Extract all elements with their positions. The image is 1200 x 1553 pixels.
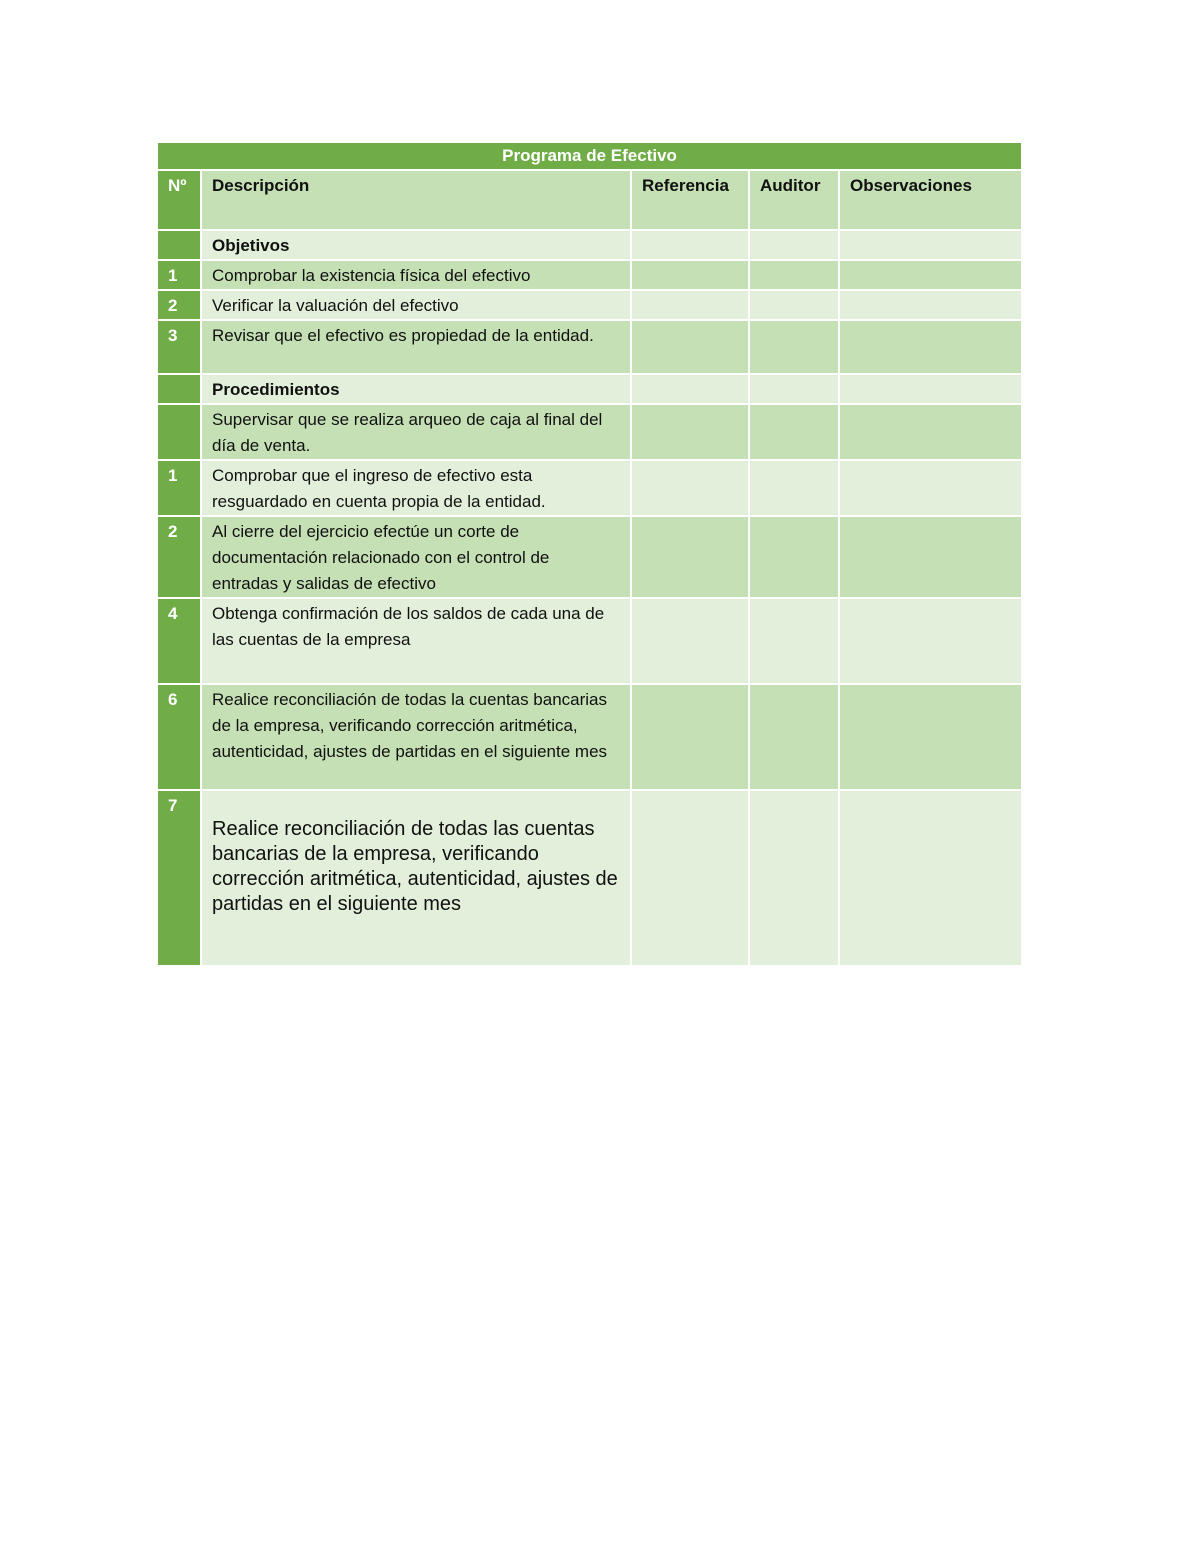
row-auditor	[749, 374, 839, 404]
row-desc: Al cierre del ejercicio efectúe un corte de documentación relacionado con el control de entradas y salidas de efectivo	[201, 516, 631, 598]
row-referencia	[631, 290, 749, 320]
header-referencia: Referencia	[631, 170, 749, 230]
row-observaciones	[839, 598, 1022, 684]
row-desc: Supervisar que se realiza arqueo de caja al final del día de venta.	[201, 404, 631, 460]
row-auditor	[749, 598, 839, 684]
row-num: 6	[157, 684, 201, 790]
row-referencia	[631, 320, 749, 374]
row-referencia	[631, 598, 749, 684]
row-referencia	[631, 790, 749, 966]
header-auditor: Auditor	[749, 170, 839, 230]
row-num	[157, 404, 201, 460]
row-desc: Verificar la valuación del efectivo	[201, 290, 631, 320]
row-observaciones	[839, 374, 1022, 404]
row-referencia	[631, 516, 749, 598]
table-row	[157, 684, 1022, 790]
row-observaciones	[839, 230, 1022, 260]
row-auditor	[749, 260, 839, 290]
row-observaciones	[839, 260, 1022, 290]
row-desc: Realice reconciliación de todas la cuentas bancarias de la empresa, verificando corrección aritmética, autenticidad, ajustes de partidas en el siguiente mes	[201, 684, 631, 790]
row-referencia	[631, 404, 749, 460]
table-row	[157, 790, 1022, 966]
row-observaciones	[839, 460, 1022, 516]
header-observaciones: Observaciones	[839, 170, 1022, 230]
row-num: 2	[157, 290, 201, 320]
table-row	[157, 516, 1022, 598]
row-desc: Obtenga confirmación de los saldos de cada una de las cuentas de la empresa	[201, 598, 631, 684]
row-auditor	[749, 684, 839, 790]
header-num: Nº	[157, 170, 201, 230]
row-observaciones	[839, 320, 1022, 374]
title-row	[157, 142, 1022, 170]
row-num: 3	[157, 320, 201, 374]
row-num	[157, 374, 201, 404]
row-desc: Procedimientos	[201, 374, 631, 404]
header-descripcion: Descripción	[201, 170, 631, 230]
table-row	[157, 460, 1022, 516]
row-desc: Comprobar que el ingreso de efectivo esta resguardado en cuenta propia de la entidad.	[201, 460, 631, 516]
table-title: Programa de Efectivo	[157, 142, 1022, 170]
row-referencia	[631, 684, 749, 790]
row-observaciones	[839, 516, 1022, 598]
row-referencia	[631, 260, 749, 290]
row-observaciones	[839, 790, 1022, 966]
row-num: 1	[157, 260, 201, 290]
table-row	[157, 230, 1022, 260]
row-observaciones	[839, 290, 1022, 320]
row-auditor	[749, 516, 839, 598]
row-desc: Revisar que el efectivo es propiedad de la entidad.	[201, 320, 631, 374]
table-row	[157, 290, 1022, 320]
row-desc: Comprobar la existencia física del efectivo	[201, 260, 631, 290]
row-auditor	[749, 460, 839, 516]
row-referencia	[631, 374, 749, 404]
table-row	[157, 260, 1022, 290]
row-desc: Realice reconciliación de todas las cuentas bancarias de la empresa, verificando corrección aritmética, autenticidad, ajustes de partidas en el siguiente mes	[201, 790, 631, 966]
row-auditor	[749, 790, 839, 966]
row-auditor	[749, 404, 839, 460]
row-num: 2	[157, 516, 201, 598]
row-desc: Objetivos	[201, 230, 631, 260]
row-num: 7	[157, 790, 201, 966]
header-row	[157, 170, 1022, 230]
row-auditor	[749, 320, 839, 374]
row-referencia	[631, 460, 749, 516]
row-auditor	[749, 290, 839, 320]
table-row	[157, 320, 1022, 374]
table-row	[157, 374, 1022, 404]
row-observaciones	[839, 404, 1022, 460]
row-num: 4	[157, 598, 201, 684]
programa-efectivo-table	[156, 141, 1023, 967]
row-auditor	[749, 230, 839, 260]
table-row	[157, 404, 1022, 460]
row-observaciones	[839, 684, 1022, 790]
row-num: 1	[157, 460, 201, 516]
row-referencia	[631, 230, 749, 260]
table-row	[157, 598, 1022, 684]
row-num	[157, 230, 201, 260]
